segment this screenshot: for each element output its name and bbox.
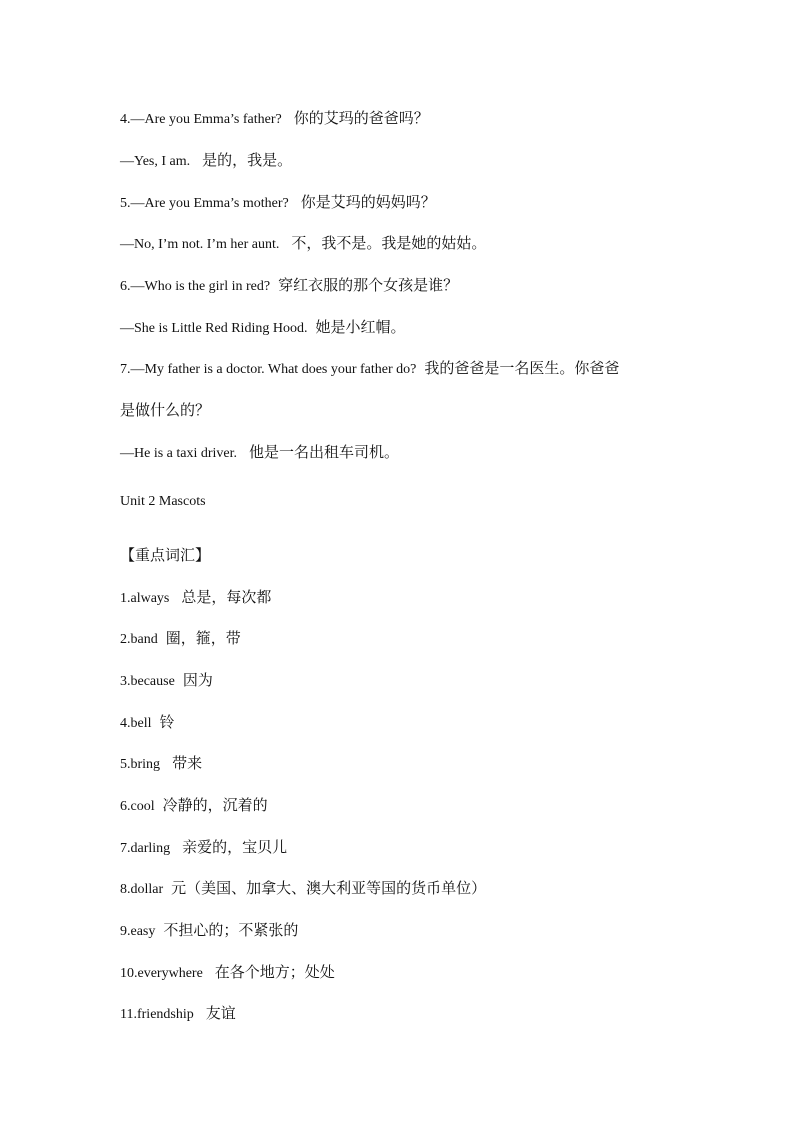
vocab-word: 11.friendship [120, 1007, 194, 1022]
dialogue-english: —She is Little Red Riding Hood. [120, 321, 308, 336]
vocab-word: 10.everywhere [120, 966, 203, 981]
vocab-item [120, 753, 202, 775]
vocab-item [120, 795, 268, 817]
vocab-word: 6.cool [120, 799, 155, 814]
dialogue-chinese: 不，我不是。我是她的姑姑。 [291, 234, 487, 252]
dialogue-english: 5.—Are you Emma’s mother? [120, 196, 289, 211]
dialogue-english: —Yes, I am. [120, 154, 191, 169]
vocab-meaning: 不担心的；不紧张的 [163, 921, 299, 939]
dialogue-line [120, 442, 399, 464]
vocab-meaning: 因为 [182, 671, 213, 689]
vocab-word: 4.bell [120, 716, 152, 731]
vocab-item [120, 628, 241, 650]
vocab-item [120, 962, 335, 984]
dialogue-line-continuation [120, 400, 210, 422]
vocab-word: 9.easy [120, 924, 156, 939]
dialogue-english: 4.—Are you Emma’s father? [120, 112, 282, 127]
vocab-meaning: 元（美国、加拿大、澳大利亚等国的货币单位） [171, 879, 487, 897]
dialogue-line [120, 275, 458, 297]
vocab-meaning: 友谊 [205, 1004, 236, 1022]
vocab-word: 5.bring [120, 757, 161, 772]
vocab-meaning: 圈，箍，带 [165, 629, 241, 647]
dialogue-line [120, 192, 436, 214]
dialogue-line [120, 358, 619, 380]
vocab-item [120, 712, 175, 734]
vocab-word: 8.dollar [120, 882, 164, 897]
vocab-meaning: 冷静的，沉着的 [162, 796, 268, 814]
vocab-word: 3.because [120, 674, 175, 689]
dialogue-chinese: 是的，我是。 [202, 151, 293, 169]
vocab-item [120, 1003, 236, 1025]
vocab-meaning: 铃 [159, 713, 175, 731]
unit-title: Unit 2 Mascots [120, 494, 206, 509]
dialogue-line [120, 108, 429, 130]
vocab-item [120, 920, 298, 942]
vocab-word: 1.always [120, 591, 170, 606]
vocab-item [120, 878, 486, 900]
vocab-word: 7.darling [120, 841, 171, 856]
vocab-heading: 【重点词汇】 [120, 546, 211, 564]
vocab-item [120, 670, 213, 692]
dialogue-chinese: 他是一名出租车司机。 [249, 443, 400, 461]
dialogue-chinese: 你是艾玛的妈妈吗？ [300, 193, 436, 211]
dialogue-line [120, 233, 486, 255]
dialogue-line [120, 317, 405, 339]
dialogue-english: —He is a taxi driver. [120, 446, 238, 461]
vocab-item [120, 837, 287, 859]
dialogue-line [120, 150, 292, 172]
dialogue-chinese: 穿红衣服的那个女孩是谁？ [278, 276, 459, 294]
dialogue-chinese: 是做什么的？ [120, 401, 211, 419]
vocab-word: 2.band [120, 632, 158, 647]
dialogue-chinese: 我的爸爸是一名医生。你爸爸 [424, 359, 620, 377]
dialogue-english: —No, I’m not. I’m her aunt. [120, 237, 280, 252]
vocab-meaning: 带来 [172, 754, 203, 772]
dialogue-chinese: 她是小红帽。 [315, 318, 406, 336]
dialogue-english: 7.—My father is a doctor. What does your father do? [120, 362, 417, 377]
dialogue-english: 6.—Who is the girl in red? [120, 279, 271, 294]
vocab-meaning: 总是，每次都 [181, 588, 272, 606]
dialogue-chinese: 你的艾玛的爸爸吗？ [293, 109, 429, 127]
vocab-meaning: 在各个地方；处处 [214, 963, 335, 981]
vocab-item [120, 587, 271, 609]
vocab-meaning: 亲爱的，宝贝儿 [182, 838, 288, 856]
